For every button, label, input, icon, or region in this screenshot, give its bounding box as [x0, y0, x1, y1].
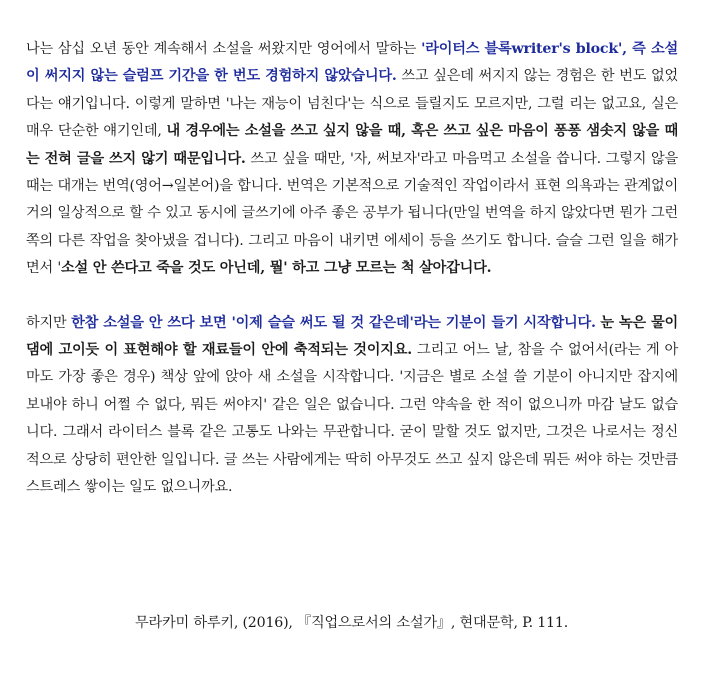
p2-highlight-feeling: 한참 소설을 안 쓰다 보면 '이제 슬슬 써도 될 것 같은데'라는 기분이 들기 시작합니다.	[71, 314, 596, 331]
p1-segment: 나는 삼십 오년 동안 계속해서 소설을 써왔지만 영어에서 말하는	[26, 41, 422, 57]
document-body	[26, 36, 678, 502]
p2-segment: 하지만	[26, 314, 72, 331]
p1-segment: 쓰고 싶을 때만, '자, 써보자'라고 마음먹고 소설을 씁니다. 그렇지 않을 때는 대개는 번역(영어→일본어)을 합니다. 번역은 기본적으로 기술적인 작업이라서 표현 의욕과는 관계없이 거의 일상적으로 할 수 있고 동시에 글쓰기에 아주 좋은 공부가 됩니다(만일 번역을 하지 않았다면 뭔가 그런 쪽의 다른 작업을 찾아냈을 겁니다). 그리고 마음이 내키면 에세이 등을 쓰기도 합니다. 슬슬 그런 일을 해가면서 '	[26, 150, 678, 277]
paragraph-1	[26, 36, 678, 283]
p2-segment: 그리고 어느 날, 참을 수 없어서(라는 게 아마도 가장 좋은 경우) 책상 앞에 앉아 새 소설을 시작합니다. '지금은 별로 소설 쓸 기분이 아니지만 잡지에 보내야 하니 어쩔 수 없다, 뭐든 써야지' 같은 일은 없습니다. 그런 약속을 한 적이 없으니까 마감 날도 없습니다. 그래서 라이터스 블록 같은 고통도 나와는 무관합니다. 굳이 말할 것도 없지만, 그것은 나로서는 정신적으로 상당히 편안한 일입니다. 글 쓰는 사람에게는 딱히 아무것도 쓰고 싶지 않은데 뭐든 써야 하는 것만큼 스트레스 쌓이는 일도 없으니까요.	[26, 342, 678, 496]
p1-bold-closing: 소설 안 쓴다고 죽을 것도 아닌데, 뭘' 하고 그냥 모르는 척 살아갑니다.	[61, 260, 492, 277]
p1-highlight-writers-block: '라이터스 블록writer's block', 즉 소설이 써지지 않는 슬럼프 기간을 한 번도 경험하지 않았습니다.	[26, 41, 678, 85]
p2-bold-metaphor: 눈 녹은 물이 댐에 고이듯 이 표현해야 할 재료들이 안에 축적되는 것이지요.	[26, 314, 678, 359]
p1-bold-statement: 내 경우에는 소설을 쓰고 싶지 않을 때, 혹은 쓰고 싶은 마음이 퐁퐁 샘솟지 않을 때는 전혀 글을 쓰지 않기 때문입니다.	[26, 123, 678, 167]
citation: 무라카미 하루키, (2016), 『직업으로서의 소설가』, 현대문학, P. 111.	[134, 615, 569, 631]
p1-segment: 쓰고 싶은데 써지지 않는 경험은 한 번도 없었다는 얘기입니다. 이렇게 말하면 '나는 재능이 넘친다'는 식으로 들릴지도 모르지만, 그럴 리는 없고요, 실은 매우 단순한 얘기인데,	[26, 68, 679, 140]
paragraph-2	[26, 310, 678, 502]
